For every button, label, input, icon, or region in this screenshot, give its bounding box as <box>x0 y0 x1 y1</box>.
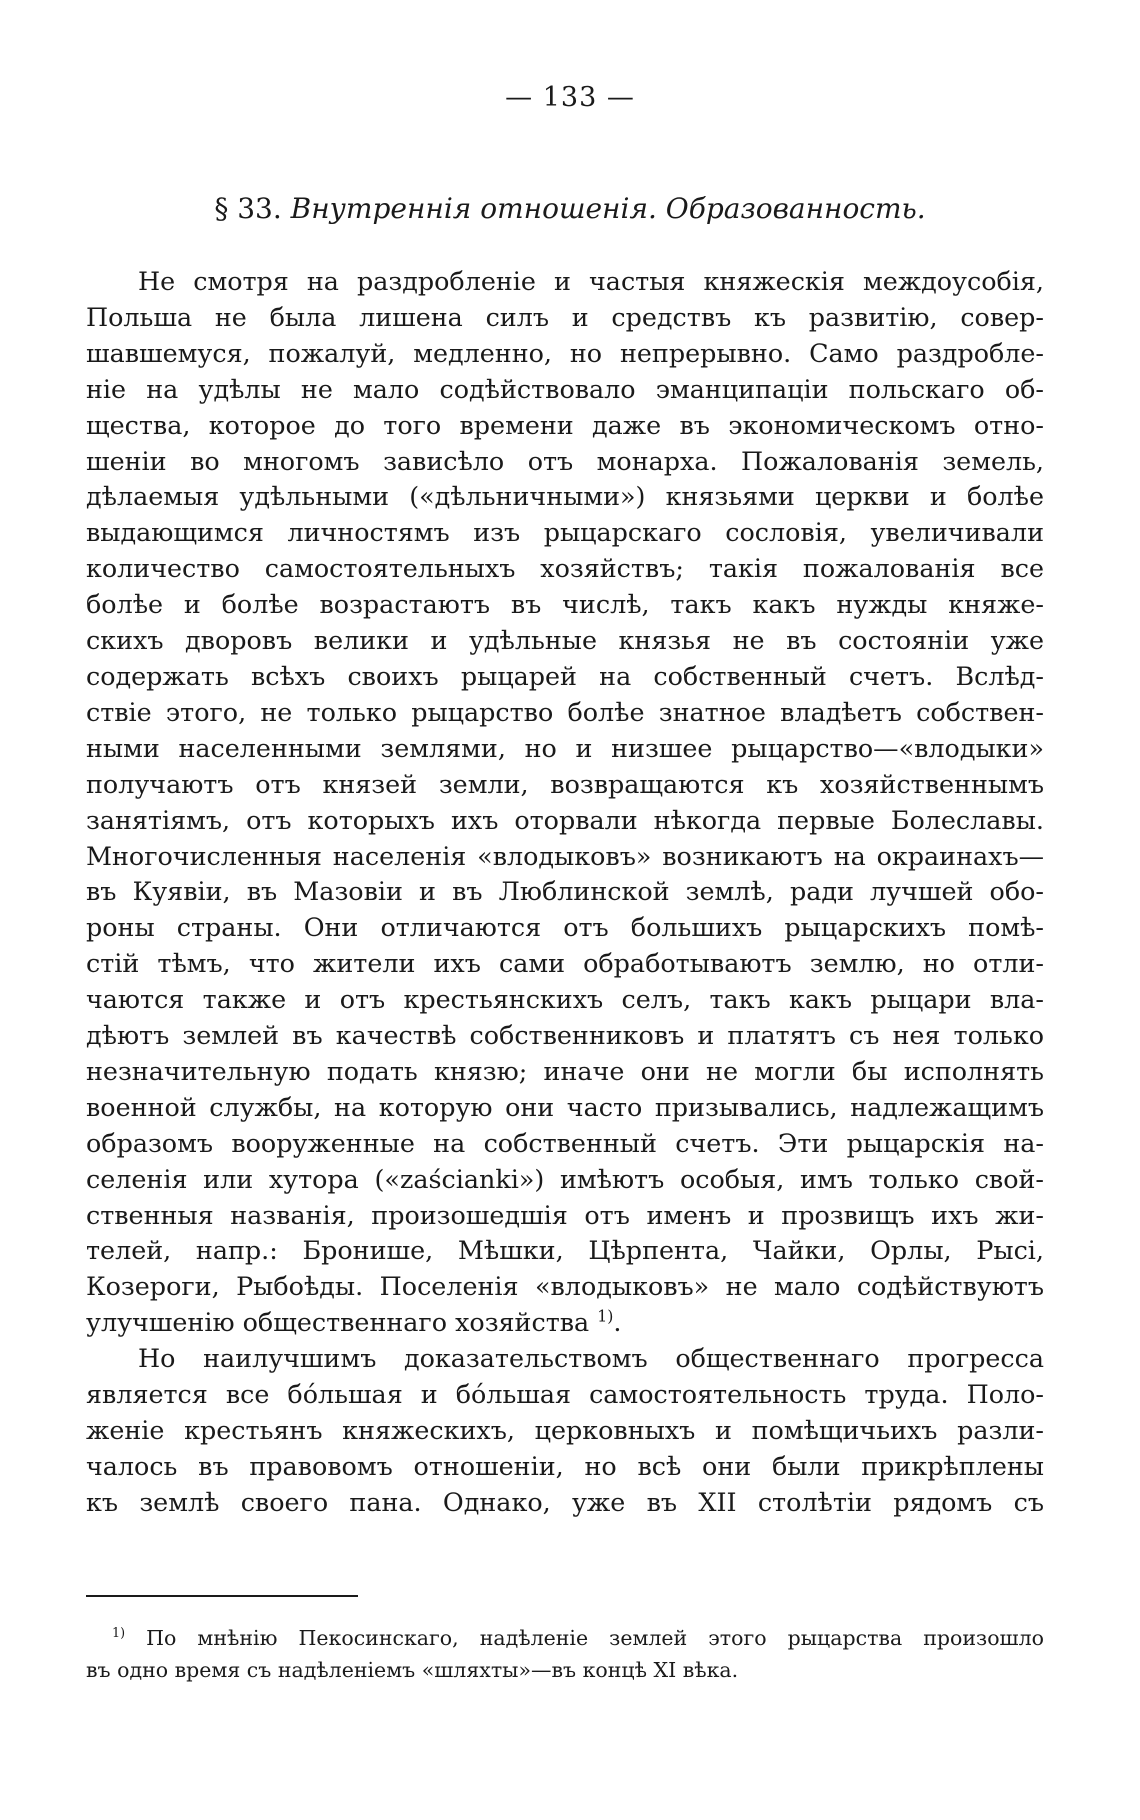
footnote-divider <box>86 1595 358 1597</box>
text-line: чаются также и отъ крестьянскихъ селъ, такъ какъ рыцари вла- <box>86 984 1044 1015</box>
text-line: Польша не была лишена силъ и средствъ къ развитію, совер- <box>86 301 1044 332</box>
text-line: образомъ вооруженные на собственный счетъ. Эти рыцарскія на- <box>86 1127 1044 1158</box>
footnote-line <box>86 1622 1044 1654</box>
text-line: является все бо́льшая и бо́льшая самостоятельность труда. Поло- <box>86 1379 1044 1410</box>
text-line: ственныя названія, произошедшія отъ именъ и прозвищъ ихъ жи- <box>86 1199 1044 1230</box>
text-line: количество самостоятельныхъ хозяйствъ; такія пожалованія все <box>86 553 1044 584</box>
text-line: селенія или хутора («zaściankі») имѣютъ особыя, имъ только свой- <box>86 1163 1044 1194</box>
text-line: выдающимся личностямъ изъ рыцарскаго сословія, увеличивали <box>86 517 1044 548</box>
text-line: скихъ дворовъ велики и удѣльные князья не въ состояніи уже <box>86 625 1044 656</box>
text-line: Не смотря на раздробленіе и частыя княжескія междоусобія, <box>138 266 1044 296</box>
text-line: получаютъ отъ князей земли, возвращаются къ хозяйственнымъ <box>86 768 1044 799</box>
text-line: ными населенными землями, но и низшее рыцарство—«влодыки» <box>86 732 1044 763</box>
section-title: Внутреннія отношенія. Образованность. <box>290 192 926 225</box>
text-line: женіе крестьянъ княжескихъ, церковныхъ и помѣщичьихъ разли- <box>86 1415 1044 1445</box>
section-marker: § 33. <box>214 192 282 225</box>
text-line: содержать всѣхъ своихъ рыцарей на собственный счетъ. Вслѣд- <box>86 660 1044 691</box>
text-line: ніе на удѣлы не мало содѣйствовало эманципаціи польскаго об- <box>86 373 1044 404</box>
text-line: дѣютъ землей въ качествѣ собственниковъ и платятъ съ нея только <box>86 1020 1044 1051</box>
text-line: Козероги, Рыбоѣды. Поселенія «влодыковъ» не мало содѣйствуютъ <box>86 1271 1044 1302</box>
footnote-line: въ одно время съ надѣленіемъ «шляхты»—въ концѣ XI вѣка. <box>86 1658 739 1682</box>
text-line: чалось въ правовомъ отношеніи, но всѣ они были прикрѣплены <box>86 1450 1044 1481</box>
text-line: военной службы, на которую они часто призывались, надлежащимъ <box>86 1091 1044 1122</box>
page-number: — 133 — <box>505 82 635 113</box>
text-line: ствіе этого, не только рыцарство болѣе знатное владѣетъ собствен- <box>86 696 1044 727</box>
text-line: въ Куявіи, въ Мазовіи и въ Люблинской землѣ, ради лучшей обо- <box>86 876 1044 907</box>
text-line: занятіямъ, отъ которыхъ ихъ оторвали нѣкогда первые Болеславы. <box>86 804 1044 835</box>
footnote-marker: 1) <box>112 1625 126 1641</box>
text-line: роны страны. Они отличаются отъ большихъ рыцарскихъ помѣ- <box>86 912 1044 943</box>
text-line <box>86 1305 1044 1341</box>
text-line: дѣлаемыя удѣльными («дѣльничными») князьями церкви и болѣе <box>86 481 1044 512</box>
text-line: шеніи во многомъ зависѣло отъ монарха. Пожалованія земель, <box>86 445 1044 476</box>
text-line: Но наилучшимъ доказательствомъ общественнаго прогресса <box>138 1343 1044 1374</box>
text-line: стій тѣмъ, что жители ихъ сами обработываютъ землю, но отли- <box>86 948 1044 979</box>
text-line: щества, которое до того времени даже въ экономическомъ отно- <box>86 409 1044 440</box>
footnote-reference: 1) <box>597 1306 614 1326</box>
section-heading <box>0 192 1140 225</box>
body-text <box>86 264 1044 1521</box>
sentence-end: . <box>613 1307 622 1338</box>
text-line: незначительную подать князю; иначе они не могли бы исполнять <box>86 1055 1044 1086</box>
footnotes <box>86 1622 1044 1686</box>
text-line: шавшемуся, пожалуй, медленно, но непрерывно. Само раздробле- <box>86 337 1044 368</box>
footnote-text: По мнѣнію Пекосинскаго, надѣленіе землей этого рыцарства произошло <box>146 1626 1044 1650</box>
text-line: телей, напр.: Бронише, Мѣшки, Цѣрпента, Чайки, Орлы, Рысi, <box>86 1235 1044 1266</box>
text-line-content: улучшенію общественнаго хозяйства <box>86 1307 590 1338</box>
text-line: Многочисленныя населенія «влодыковъ» возникаютъ на окраинахъ— <box>86 840 1044 871</box>
text-line: болѣе и болѣе возрастаютъ въ числѣ, такъ какъ нужды княже- <box>86 589 1044 620</box>
text-line: къ землѣ своего пана. Однако, уже въ XII столѣтіи рядомъ съ <box>86 1486 1044 1517</box>
